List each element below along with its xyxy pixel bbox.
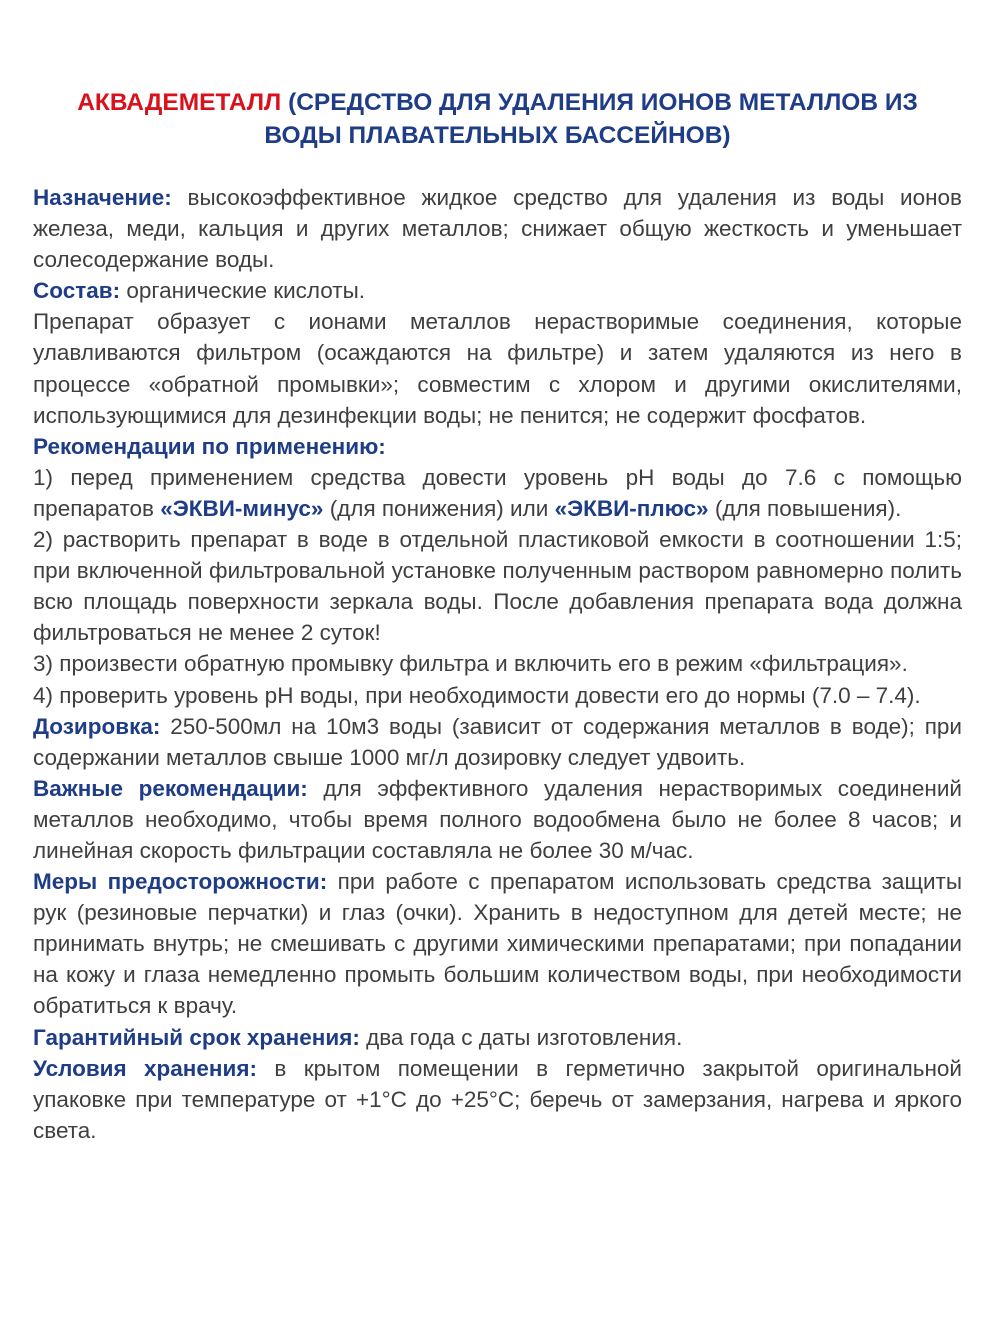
product-ekvi-plus: «ЭКВИ-плюс» xyxy=(554,495,709,521)
usage-step-4: 4) проверить уровень рН воды, при необходимости довести его до нормы (7.0 – 7.4). xyxy=(33,682,921,708)
storage-paragraph xyxy=(33,1053,962,1146)
product-ekvi-minus: «ЭКВИ-минус» xyxy=(160,495,324,521)
usage-step-1-text-c: (для повышения). xyxy=(708,495,902,521)
usage-step-2: 2) растворить препарат в воде в отдельной пластиковой емкости в соотношении 1:5; при включенной фильтровальной установке полученным раствором равномерно полить всю площадь поверхности зеркала воды. После добавления препарата вода должна фильтроваться не менее 2 суток! xyxy=(33,527,962,646)
usage-step-1-text-b: (для понижения) или xyxy=(323,495,555,521)
composition-label: Состав: xyxy=(33,278,121,304)
purpose-label: Назначение: xyxy=(33,185,172,210)
description-paragraph: Препарат образует с ионами металлов нерастворимые соединения, которые улавливаются фильтром (осаждаются на фильтре) и затем удаляются из него в процессе «обратной промывки»; совместим с хлором и другими окислителями, использующимися для дезинфекции воды; не пенится; не содержит фосфатов. xyxy=(33,309,962,428)
usage-step-1-text-a: 1) перед применением средства довести уровень рН воды до 7.6 с помощью препаратов xyxy=(33,464,962,521)
document-body xyxy=(33,182,962,1146)
storage-label: Условия хранения: xyxy=(33,1055,257,1081)
important-paragraph xyxy=(33,773,962,866)
shelf-life-paragraph xyxy=(33,1022,962,1053)
page-title xyxy=(33,86,962,152)
usage-step-1 xyxy=(33,462,962,524)
precautions-paragraph xyxy=(33,866,962,1021)
shelf-life-text: два года с даты изготовления. xyxy=(359,1024,683,1050)
purpose-paragraph xyxy=(33,182,962,275)
precautions-text: при работе с препаратом использовать средства защиты рук (резиновые перчатки) и глаз (очки). Хранить в недоступном для детей месте; не принимать внутрь; не смешивать с другими химическими препаратами; при попадании на кожу и глаза немедленно промыть большим количеством воды, при необходимости обратиться к врачу. xyxy=(33,869,963,1019)
composition-paragraph xyxy=(33,275,962,306)
usage-step-3: 3) произвести обратную промывку фильтра и включить его в режим «фильтрация». xyxy=(33,651,908,677)
dosage-label: Дозировка: xyxy=(33,713,161,739)
precautions-label: Меры предосторожности: xyxy=(33,869,328,895)
composition-text: органические кислоты. xyxy=(120,278,366,304)
important-label: Важные рекомендации: xyxy=(33,775,308,801)
usage-heading: Рекомендации по применению: xyxy=(33,433,386,459)
storage-text: в крытом помещении в герметично закрытой оригинальной упаковке при температуре от +1°С до +25°С; беречь от замерзания, нагрева и яркого света. xyxy=(33,1055,963,1143)
shelf-life-label: Гарантийный срок хранения: xyxy=(33,1024,360,1050)
brand-name: АКВАДЕМЕТАЛЛ xyxy=(77,89,282,116)
dosage-paragraph xyxy=(33,711,962,773)
title-subtitle: (СРЕДСТВО ДЛЯ УДАЛЕНИЯ ИОНОВ МЕТАЛЛОВ ИЗ ВОДЫ ПЛАВАТЕЛЬНЫХ БАССЕЙНОВ) xyxy=(264,89,918,149)
important-text: для эффективного удаления нерастворимых соединений металлов необходимо, чтобы время полного водообмена было не более 8 часов; и линейная скорость фильтрации составляла не более 30 м/час. xyxy=(33,775,962,863)
dosage-text: 250-500мл на 10м3 воды (зависит от содержания металлов в воде); при содержании металлов свыше 1000 мг/л дозировку следует удвоить. xyxy=(33,713,962,770)
purpose-text: высокоэффективное жидкое средство для удаления из воды ионов железа, меди, кальция и других металлов; снижает общую жесткость и уменьшает солесодержание воды. xyxy=(33,185,962,273)
